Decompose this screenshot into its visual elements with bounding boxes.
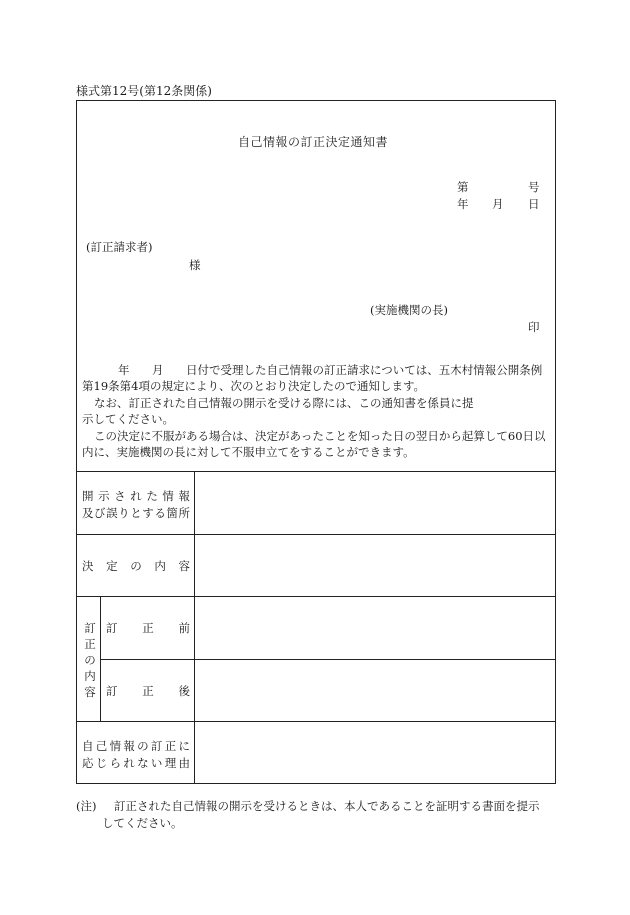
document-title: 自己情報の訂正決定通知書 (238, 135, 389, 149)
doc-number-suffix: 号 (528, 180, 540, 194)
requester-label: (訂正請求者) (86, 240, 153, 254)
sub1-label: 訂正前 (106, 621, 190, 635)
date-year: 年 (457, 197, 469, 211)
body-paragraph-3b: 内に、実施機関の長に対して不服申立てをすることができます。 (82, 445, 415, 459)
group-label-char-3: の (84, 653, 96, 667)
row2-label: 決定の内容 (82, 559, 190, 573)
sub2-label: 訂正後 (106, 684, 190, 698)
requester-honorific: 様 (189, 258, 201, 272)
body-paragraph-3a: この決定に不服がある場合は、決定があったことを知った日の翌日から起算して60日以 (94, 429, 546, 443)
body-paragraph-2b: 示してください。 (82, 412, 174, 426)
row4-label-line2: 応じられない理由 (82, 756, 190, 770)
body-paragraph-2a: なお、訂正された自己情報の開示を受ける際には、この通知書を係員に提 (94, 396, 474, 410)
date-month: 月 (492, 197, 504, 211)
form-number: 様式第12号(第12条関係) (76, 84, 212, 98)
table-rule-3 (76, 596, 556, 597)
table-top-rule (76, 471, 556, 472)
body-date-year: 年 (118, 363, 130, 377)
note-line-1: 訂正された自己情報の開示を受けるときは、本人であることを証明する書面を提示 (114, 799, 540, 813)
note-marker: (注) (76, 799, 97, 813)
sub1-value-cell[interactable] (196, 598, 554, 658)
note-line-2: してください。 (102, 816, 183, 830)
table-rule-2 (76, 534, 556, 535)
group-label-char-4: 内 (84, 669, 96, 683)
seal-mark: 印 (528, 320, 540, 334)
table-rule-4 (76, 721, 556, 722)
body-date-month: 月 (152, 363, 164, 377)
sub2-value-cell[interactable] (196, 661, 554, 720)
group-label-char-5: 容 (84, 685, 96, 699)
row4-value-cell[interactable] (196, 723, 554, 783)
table-rule-sub (100, 659, 556, 660)
body-paragraph-1b: 第19条第4項の規定により、次のとおり決定したので通知します。 (82, 379, 426, 393)
date-day: 日 (528, 197, 540, 211)
group-label-char-2: 正 (84, 637, 96, 651)
group-label-char-1: 訂 (84, 621, 96, 635)
row4-label-line1: 自己情報の訂正に (82, 739, 190, 753)
table-group-divider (100, 596, 101, 721)
agency-head-label: (実施機関の長) (370, 303, 448, 317)
doc-number-prefix: 第 (457, 180, 469, 194)
table-column-divider (194, 471, 195, 784)
row1-label-line2: 及び誤りとする箇所 (82, 506, 190, 520)
body-paragraph-1a: 日付で受理した自己情報の訂正請求については、五木村情報公開条例 (186, 363, 543, 377)
row1-label-line1: 開示された情報 (82, 489, 190, 503)
row1-value-cell[interactable] (196, 473, 554, 533)
row2-value-cell[interactable] (196, 536, 554, 595)
